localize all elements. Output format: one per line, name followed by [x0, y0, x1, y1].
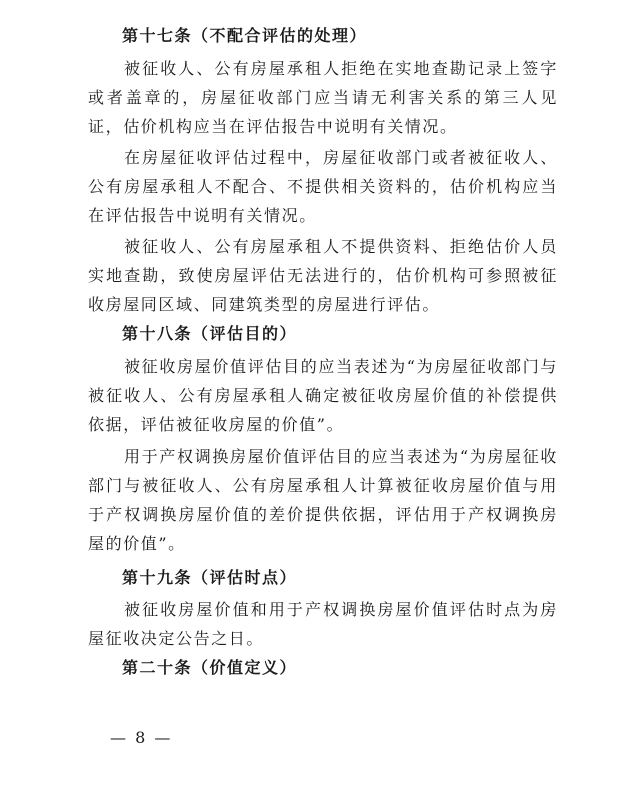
article-19-paragraph-1: 被征收房屋价值和用于产权调换房屋价值评估时点为房屋征收决定公告之日。	[88, 600, 558, 648]
article-19-heading: 第十九条（评估时点）	[122, 568, 298, 587]
article-20-heading: 第二十条（价值定义）	[122, 658, 298, 677]
article-17-paragraph-2: 在房屋征收评估过程中，房屋征收部门或者被征收人、公有房屋承租人不配合、不提供相关资料的，估价机构应当在评估报告中说明有关情况。	[88, 148, 558, 225]
article-17-heading: 第十七条（不配合评估的处理）	[122, 26, 368, 45]
article-18-paragraph-2: 用于产权调换房屋价值评估目的应当表述为“为房屋征收部门与被征收人、公有房屋承租人计算被征收房屋价值与用于产权调换房屋价值的差价提供依据，评估用于产权调换房屋的价值”。	[88, 447, 558, 553]
article-17-paragraph-3: 被征收人、公有房屋承租人不提供资料、拒绝估价人员实地查勘，致使房屋评估无法进行的，估价机构可参照被征收房屋同区域、同建筑类型的房屋进行评估。	[88, 237, 558, 314]
article-18-paragraph-1: 被征收房屋价值评估目的应当表述为“为房屋征收部门与被征收人、公有房屋承租人确定被征收房屋价值的补偿提供依据，评估被征收房屋的价值”。	[88, 357, 558, 434]
article-17-paragraph-1: 被征收人、公有房屋承租人拒绝在实地查勘记录上签字或者盖章的，房屋征收部门应当请无利害关系的第三人见证，估价机构应当在评估报告中说明有关情况。	[88, 59, 558, 136]
article-18-heading: 第十八条（评估目的）	[122, 324, 298, 343]
page-number: — 8 —	[110, 728, 173, 747]
